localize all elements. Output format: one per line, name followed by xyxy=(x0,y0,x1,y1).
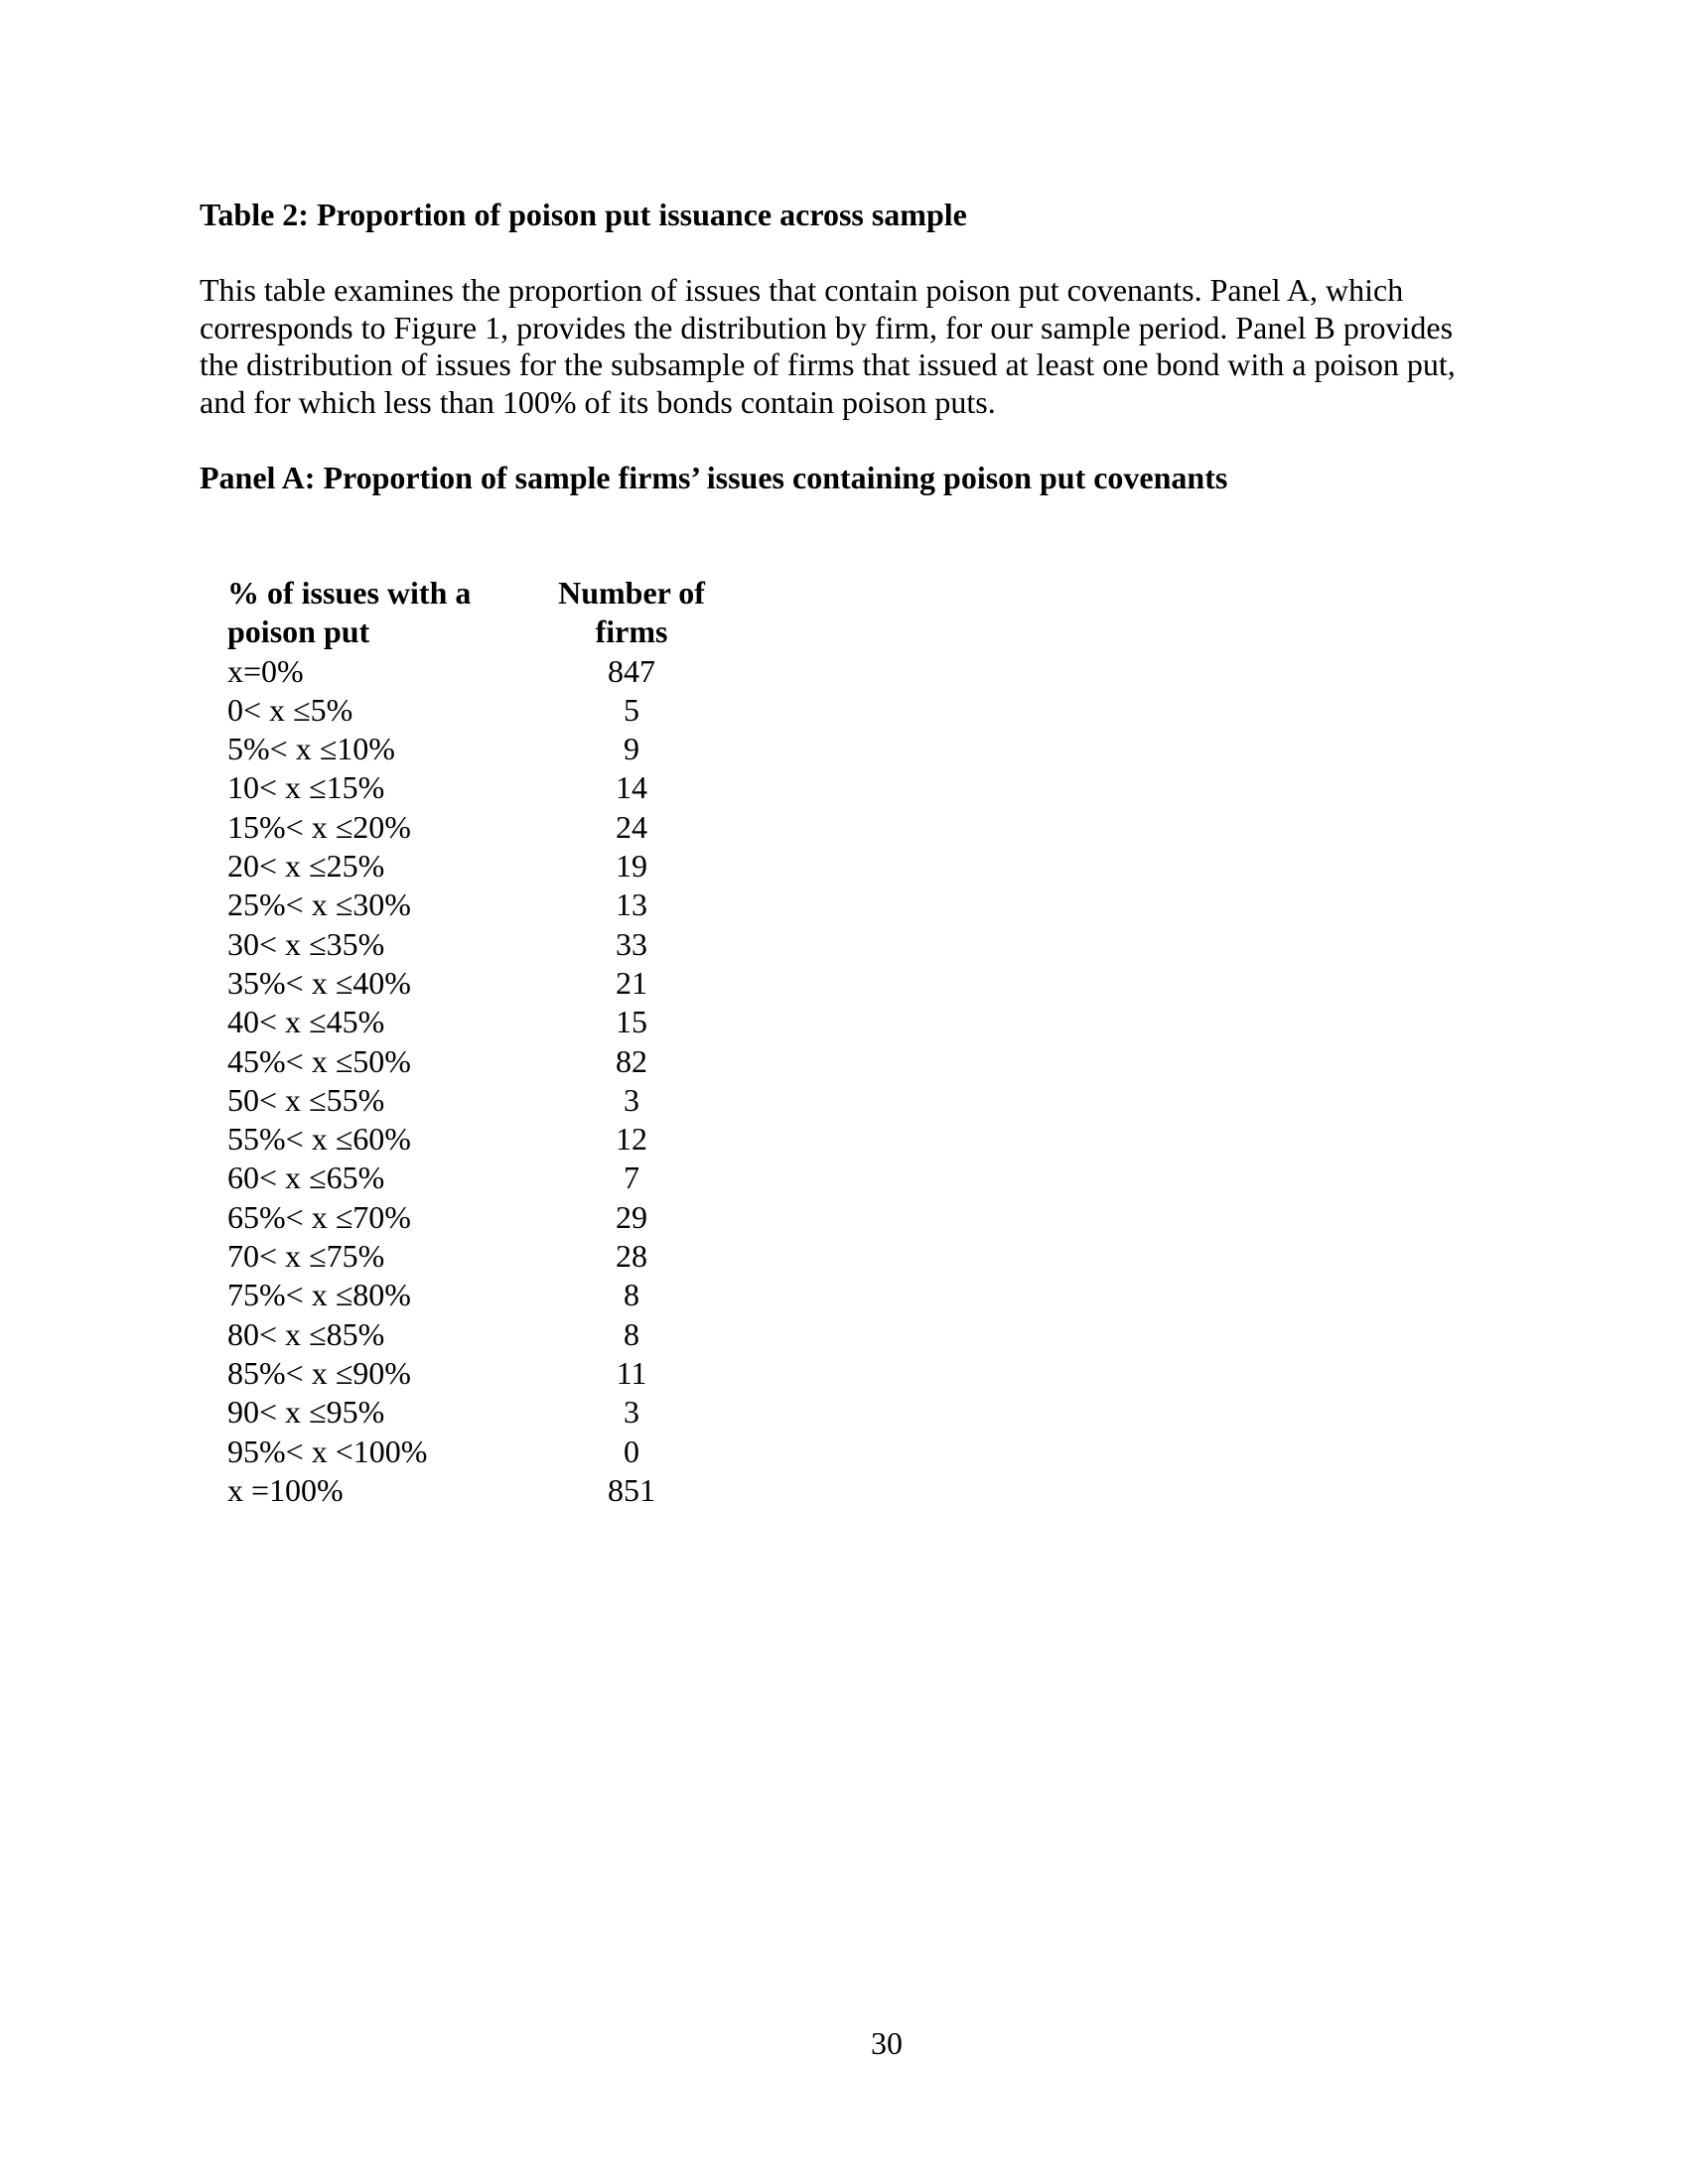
panel-a-title: Panel A: Proportion of sample firms’ issues containing poison put covenants xyxy=(200,460,1228,495)
firms-cell: 15 xyxy=(616,1004,647,1040)
range-cell: 45%< x ≤50% xyxy=(227,1042,411,1079)
firms-cell: 8 xyxy=(624,1277,639,1313)
header-number-of-firms: Number of xyxy=(558,575,705,611)
firms-cell: 28 xyxy=(616,1238,647,1275)
range-cell: 25%< x ≤30% xyxy=(227,887,411,923)
table-row xyxy=(227,808,721,847)
firms-cell: 11 xyxy=(616,1354,647,1391)
header-pct-issues: % of issues with a xyxy=(227,575,472,611)
firms-cell: 3 xyxy=(624,1394,639,1431)
range-cell: 60< x ≤65% xyxy=(227,1160,385,1196)
table-row xyxy=(227,768,721,807)
table-row xyxy=(227,1042,721,1081)
table-row xyxy=(227,1198,721,1237)
range-cell: 20< x ≤25% xyxy=(227,848,385,885)
firms-cell: 82 xyxy=(616,1042,647,1079)
range-cell: 65%< x ≤70% xyxy=(227,1198,411,1235)
table-row xyxy=(227,1081,721,1120)
firms-cell: 7 xyxy=(624,1160,639,1196)
firms-cell: 847 xyxy=(608,652,655,689)
range-cell: 75%< x ≤80% xyxy=(227,1277,411,1313)
table-header-row xyxy=(227,613,721,651)
range-cell: 40< x ≤45% xyxy=(227,1004,385,1040)
range-cell: 30< x ≤35% xyxy=(227,925,385,962)
table-header-row xyxy=(227,574,721,613)
range-cell: 5%< x ≤10% xyxy=(227,731,395,767)
firms-cell: 851 xyxy=(608,1471,655,1508)
table-row xyxy=(227,964,721,1003)
table-title: Table 2: Proportion of poison put issuance across sample xyxy=(200,197,967,232)
range-cell: 80< x ≤85% xyxy=(227,1315,385,1352)
range-cell: x=0% xyxy=(227,652,304,689)
firms-cell: 3 xyxy=(624,1081,639,1118)
firms-cell: 5 xyxy=(624,691,639,728)
firms-cell: 8 xyxy=(624,1315,639,1352)
range-cell: x =100% xyxy=(227,1471,344,1508)
table-row xyxy=(227,1471,721,1510)
header-number-of-firms-line2: firms xyxy=(595,614,668,650)
table-row xyxy=(227,730,721,768)
range-cell: 35%< x ≤40% xyxy=(227,964,411,1001)
firms-cell: 0 xyxy=(624,1433,639,1469)
table-row xyxy=(227,1393,721,1432)
range-cell: 10< x ≤15% xyxy=(227,769,385,806)
range-cell: 95%< x <100% xyxy=(227,1433,428,1469)
firms-cell: 13 xyxy=(616,887,647,923)
table-row xyxy=(227,652,721,691)
firms-cell: 33 xyxy=(616,925,647,962)
table-row xyxy=(227,1354,721,1393)
firms-cell: 14 xyxy=(616,769,647,806)
table-row xyxy=(227,1315,721,1354)
range-cell: 15%< x ≤20% xyxy=(227,808,411,845)
range-cell: 85%< x ≤90% xyxy=(227,1354,411,1391)
firms-cell: 21 xyxy=(616,964,647,1001)
table-row xyxy=(227,847,721,886)
table-row xyxy=(227,1276,721,1314)
table-description: This table examines the proportion of issues that contain poison put covenants. Panel A, which corresponds to Figure 1, provides the distribution by firm, for our sample period. Panel B provides the distribution of issues for the subsample of firms that issued at least one bond with a poison put, and for which less than 100% of its bonds contain poison puts. xyxy=(200,272,1456,420)
range-cell: 70< x ≤75% xyxy=(227,1238,385,1275)
panel-a-table xyxy=(227,574,721,1510)
firms-cell: 9 xyxy=(624,731,639,767)
table-row xyxy=(227,691,721,730)
table-row xyxy=(227,925,721,964)
firms-cell: 12 xyxy=(616,1121,647,1158)
page-number: 30 xyxy=(871,2025,903,2061)
table-row xyxy=(227,1433,721,1471)
range-cell: 90< x ≤95% xyxy=(227,1394,385,1431)
table-row xyxy=(227,1159,721,1197)
firms-cell: 19 xyxy=(616,848,647,885)
table-row xyxy=(227,1003,721,1041)
range-cell: 55%< x ≤60% xyxy=(227,1121,411,1158)
table-row xyxy=(227,886,721,924)
table-row xyxy=(227,1237,721,1276)
firms-cell: 24 xyxy=(616,808,647,845)
firms-cell: 29 xyxy=(616,1198,647,1235)
range-cell: 0< x ≤5% xyxy=(227,691,353,728)
range-cell: 50< x ≤55% xyxy=(227,1081,385,1118)
table-row xyxy=(227,1120,721,1159)
header-pct-issues-line2: poison put xyxy=(227,614,370,650)
